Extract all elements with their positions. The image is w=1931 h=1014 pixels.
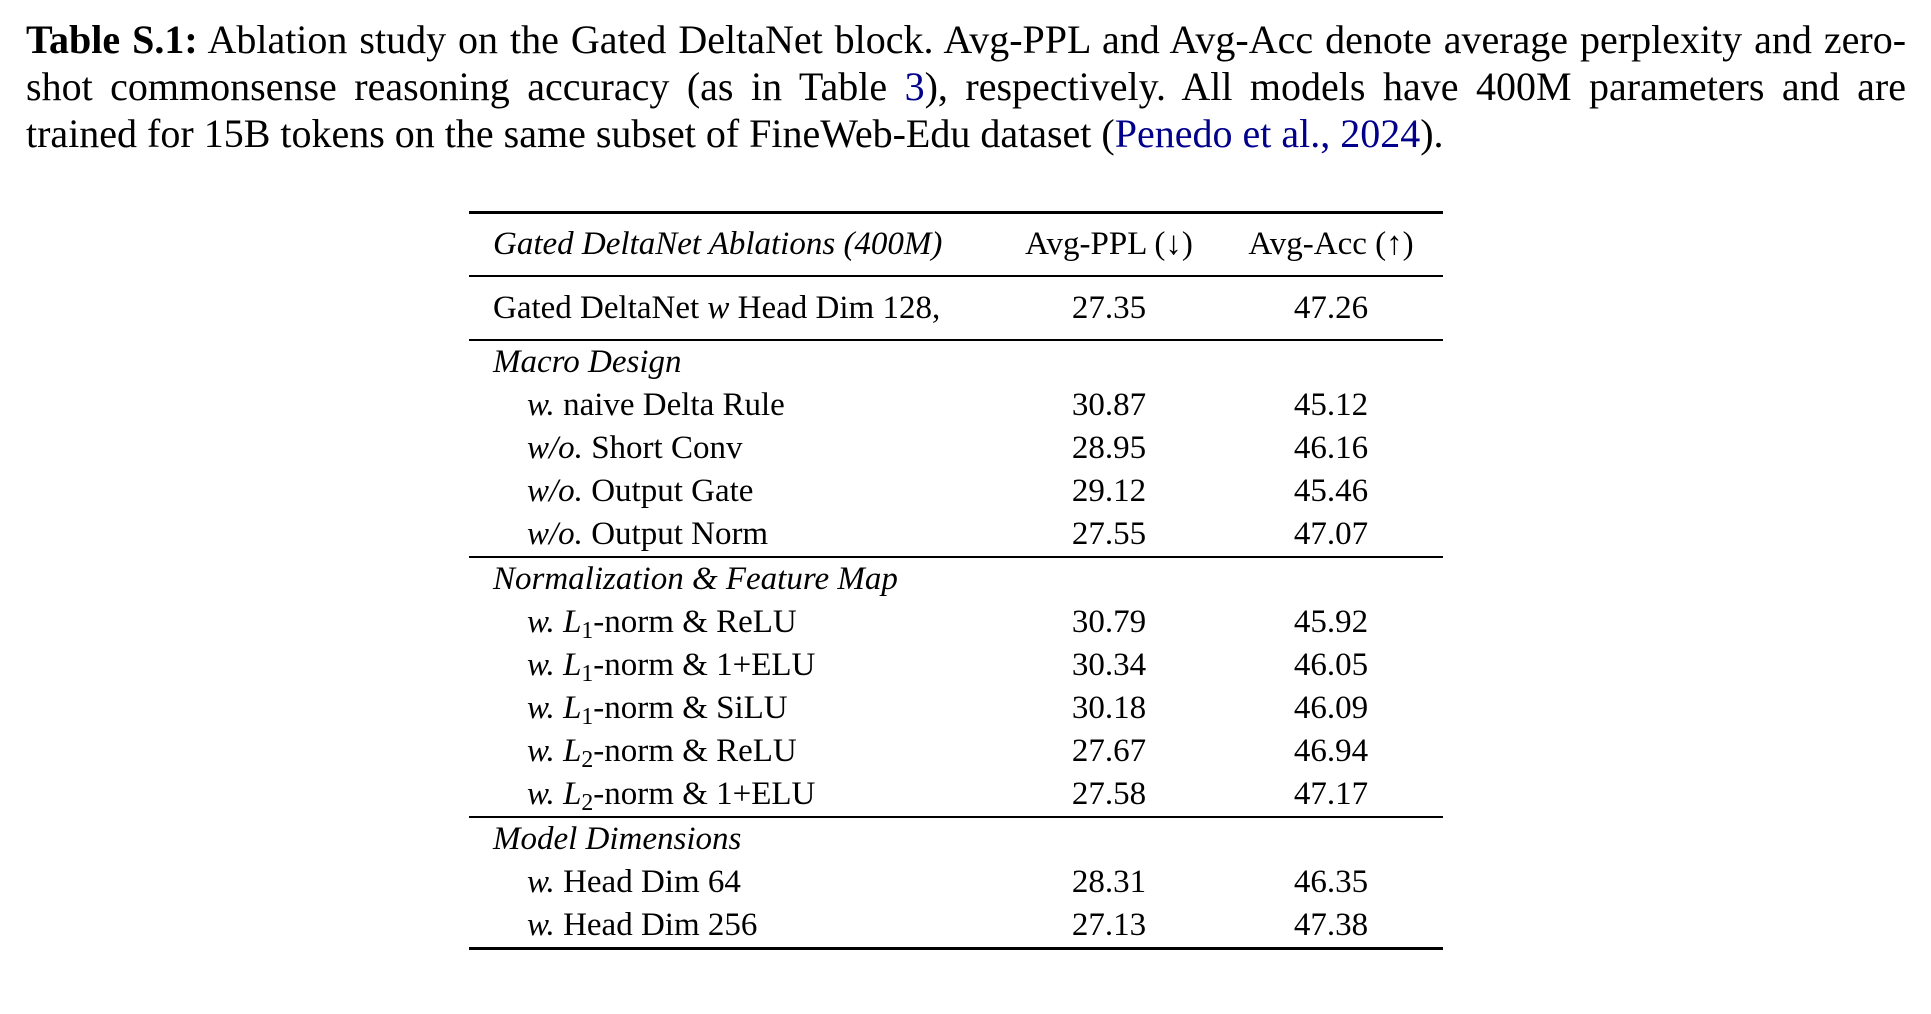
row-label bbox=[469, 687, 999, 730]
row-label-text: -norm & ReLU bbox=[593, 733, 797, 769]
row-label bbox=[469, 470, 999, 513]
row-label-text: naive Delta Rule bbox=[554, 387, 785, 423]
group-title: Macro Design bbox=[493, 344, 682, 380]
group-header-row bbox=[469, 340, 1443, 384]
ablation-table bbox=[469, 211, 1443, 950]
table-row bbox=[469, 773, 1443, 817]
group-header-row bbox=[469, 557, 1443, 601]
group-title: Normalization & Feature Map bbox=[493, 561, 898, 597]
row-label bbox=[469, 644, 999, 687]
header-avg-acc: Avg-Acc (↑) bbox=[1248, 226, 1414, 262]
table-row bbox=[469, 904, 1443, 949]
row-label bbox=[469, 384, 999, 427]
row-label bbox=[469, 601, 999, 644]
row-modifier: w. bbox=[527, 387, 555, 423]
avg-acc-cell: 46.94 bbox=[1293, 733, 1369, 769]
table-row bbox=[469, 427, 1443, 470]
empty-cell bbox=[999, 817, 1219, 861]
empty-cell bbox=[1219, 340, 1443, 384]
avg-acc-cell: 46.09 bbox=[1293, 690, 1369, 726]
row-modifier: w. bbox=[527, 690, 555, 726]
avg-ppl-cell: 30.18 bbox=[1071, 690, 1147, 726]
row-label-text: -norm & ReLU bbox=[593, 604, 797, 640]
avg-acc-cell: 47.17 bbox=[1293, 776, 1369, 812]
row-label-text: Head Dim 64 bbox=[554, 864, 741, 900]
empty-cell bbox=[999, 557, 1219, 601]
row-modifier: w. bbox=[527, 733, 555, 769]
table-row bbox=[469, 470, 1443, 513]
table-header-row bbox=[469, 213, 1443, 277]
table-row bbox=[469, 644, 1443, 687]
avg-acc-cell: 46.35 bbox=[1293, 864, 1369, 900]
norm-subscript: 2 bbox=[581, 789, 594, 816]
row-label bbox=[469, 513, 999, 557]
avg-acc-cell: 46.05 bbox=[1293, 647, 1369, 683]
avg-acc-cell: 45.92 bbox=[1293, 604, 1369, 640]
row-label-text: Short Conv bbox=[582, 430, 743, 466]
group-header-row bbox=[469, 817, 1443, 861]
norm-symbol: L bbox=[563, 776, 582, 812]
norm-symbol: L bbox=[563, 647, 582, 683]
caption-label: Table S.1: bbox=[26, 17, 198, 62]
row-label bbox=[469, 427, 999, 470]
row-label-text: Head Dim 256 bbox=[554, 907, 758, 943]
avg-ppl-cell: 30.79 bbox=[1071, 604, 1147, 640]
norm-symbol: L bbox=[563, 604, 582, 640]
row-label bbox=[469, 730, 999, 773]
table-reference-link[interactable]: 3 bbox=[904, 64, 925, 109]
row-modifier: w/o. bbox=[527, 430, 583, 466]
avg-ppl-cell: 30.34 bbox=[1071, 647, 1147, 683]
avg-ppl-cell: 27.58 bbox=[1071, 776, 1147, 812]
baseline-ppl: 27.35 bbox=[1071, 289, 1147, 326]
norm-subscript: 1 bbox=[581, 703, 594, 730]
row-modifier: w. bbox=[527, 864, 555, 900]
baseline-label bbox=[469, 276, 999, 340]
table-caption bbox=[26, 16, 1906, 157]
norm-subscript: 1 bbox=[581, 617, 594, 644]
row-modifier: w. bbox=[527, 604, 555, 640]
avg-ppl-cell: 30.87 bbox=[1071, 387, 1147, 423]
avg-ppl-cell: 29.12 bbox=[1071, 473, 1147, 509]
row-modifier: w. bbox=[527, 907, 555, 943]
avg-ppl-cell: 27.67 bbox=[1071, 733, 1147, 769]
row-label bbox=[469, 861, 999, 904]
row-label-text: -norm & 1+ELU bbox=[593, 647, 816, 683]
avg-acc-cell: 45.46 bbox=[1293, 473, 1369, 509]
avg-acc-cell: 47.07 bbox=[1293, 516, 1369, 552]
norm-subscript: 2 bbox=[581, 746, 594, 773]
baseline-prefix: Gated DeltaNet bbox=[493, 289, 708, 326]
table-row bbox=[469, 861, 1443, 904]
header-avg-ppl: Avg-PPL (↓) bbox=[1025, 226, 1193, 262]
caption-text-1: Ablation study on the Gated DeltaNet block. Avg-PPL and Avg-Acc denote average perplexity and zero-shot commonsense reasoning accuracy (as in Table bbox=[26, 17, 1907, 109]
avg-ppl-cell: 27.13 bbox=[1071, 907, 1147, 943]
row-label-text: -norm & 1+ELU bbox=[593, 776, 816, 812]
row-modifier: w. bbox=[527, 647, 555, 683]
group-title: Model Dimensions bbox=[493, 821, 742, 857]
table-row bbox=[469, 601, 1443, 644]
table-row bbox=[469, 687, 1443, 730]
row-label-text: -norm & SiLU bbox=[593, 690, 788, 726]
row-label bbox=[469, 904, 999, 949]
baseline-w: w bbox=[707, 289, 730, 326]
table-row bbox=[469, 384, 1443, 427]
empty-cell bbox=[1219, 557, 1443, 601]
norm-symbol: L bbox=[563, 733, 582, 769]
norm-subscript: 1 bbox=[581, 660, 594, 687]
table-row bbox=[469, 730, 1443, 773]
avg-acc-cell: 46.16 bbox=[1293, 430, 1369, 466]
row-label bbox=[469, 773, 999, 817]
row-label-text: Output Norm bbox=[582, 516, 769, 552]
row-label-text: Output Gate bbox=[582, 473, 754, 509]
avg-acc-cell: 45.12 bbox=[1293, 387, 1369, 423]
baseline-suffix: Head Dim 128, bbox=[729, 289, 941, 326]
caption-text-3: ). bbox=[1420, 111, 1444, 156]
header-ablations: Gated DeltaNet Ablations (400M) bbox=[493, 226, 943, 262]
row-modifier: w. bbox=[527, 776, 555, 812]
avg-ppl-cell: 28.95 bbox=[1071, 430, 1147, 466]
ablation-table-container bbox=[469, 211, 1443, 950]
row-modifier: w/o. bbox=[527, 473, 583, 509]
table-row bbox=[469, 513, 1443, 557]
row-modifier: w/o. bbox=[527, 516, 583, 552]
empty-cell bbox=[1219, 817, 1443, 861]
baseline-acc: 47.26 bbox=[1293, 289, 1369, 326]
baseline-row bbox=[469, 276, 1443, 340]
citation-link[interactable]: Penedo et al., 2024 bbox=[1114, 111, 1421, 156]
avg-ppl-cell: 27.55 bbox=[1071, 516, 1147, 552]
avg-ppl-cell: 28.31 bbox=[1071, 864, 1147, 900]
empty-cell bbox=[999, 340, 1219, 384]
caption-text-2: ), respectively. All models have 400M parameters and are trained for 15B tokens on the same subset of FineWeb-Edu dataset ( bbox=[26, 64, 1906, 156]
norm-symbol: L bbox=[563, 690, 582, 726]
avg-acc-cell: 47.38 bbox=[1293, 907, 1369, 943]
